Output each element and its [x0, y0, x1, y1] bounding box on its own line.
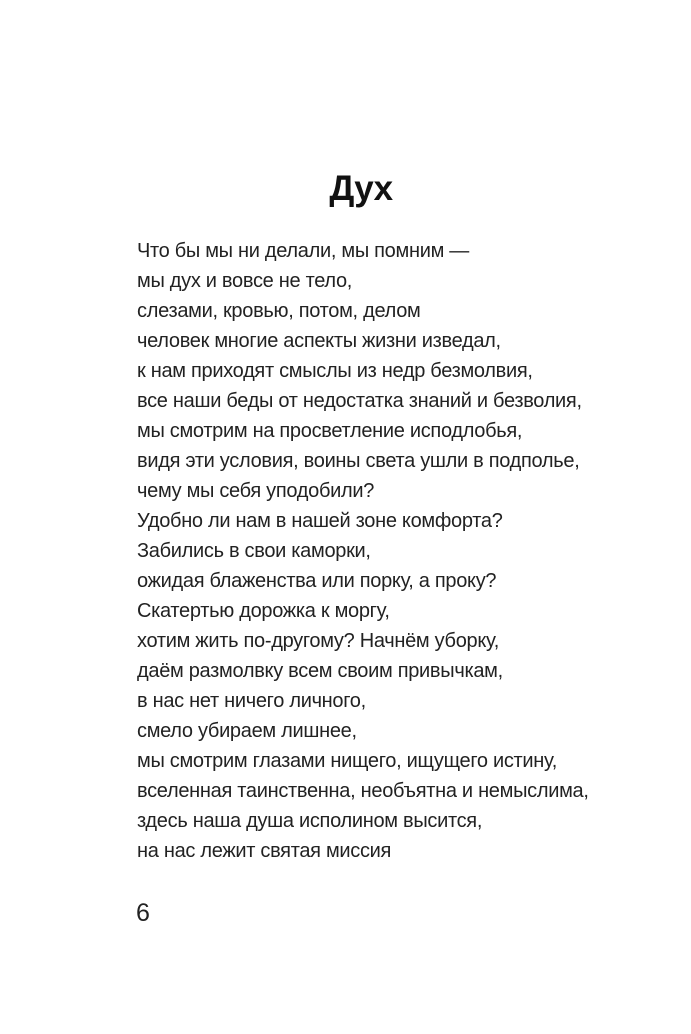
- poem-body: [137, 236, 607, 866]
- poem-line: даём размолвку всем своим привычкам,: [137, 660, 503, 682]
- poem-line: Что бы мы ни делали, мы помним —: [137, 240, 469, 262]
- poem-line: Забились в свои каморки,: [137, 540, 371, 562]
- poem-line: человек многие аспекты жизни изведал,: [137, 330, 501, 352]
- poem-line: здесь наша душа исполином высится,: [137, 810, 483, 832]
- poem-line: видя эти условия, воины света ушли в подполье,: [137, 450, 580, 472]
- poem-line: мы смотрим глазами нищего, ищущего истину,: [137, 750, 557, 772]
- poem-line: в нас нет ничего личного,: [137, 690, 366, 712]
- poem-line: слезами, кровью, потом, делом: [137, 300, 421, 322]
- poem-line: вселенная таинственна, необъятна и немыслима,: [137, 780, 589, 802]
- page-number: 6: [136, 899, 150, 927]
- poem-line: Скатертью дорожка к моргу,: [137, 600, 390, 622]
- poem-line: ожидая блаженства или порку, а проку?: [137, 570, 497, 592]
- poem-title: Дух: [329, 169, 393, 208]
- poem-line: смело убираем лишнее,: [137, 720, 357, 742]
- poem-line: мы смотрим на просветление исподлобья,: [137, 420, 523, 442]
- poem-line: чему мы себя уподобили?: [137, 480, 375, 502]
- poem-line: хотим жить по-другому? Начнём уборку,: [137, 630, 499, 652]
- poem-line: все наши беды от недостатка знаний и безволия,: [137, 390, 582, 412]
- poem-line: к нам приходят смыслы из недр безмолвия,: [137, 360, 533, 382]
- poem-line: мы дух и вовсе не тело,: [137, 270, 353, 292]
- poem-line: Удобно ли нам в нашей зоне комфорта?: [137, 510, 503, 532]
- poem-line: на нас лежит святая миссия: [137, 840, 392, 862]
